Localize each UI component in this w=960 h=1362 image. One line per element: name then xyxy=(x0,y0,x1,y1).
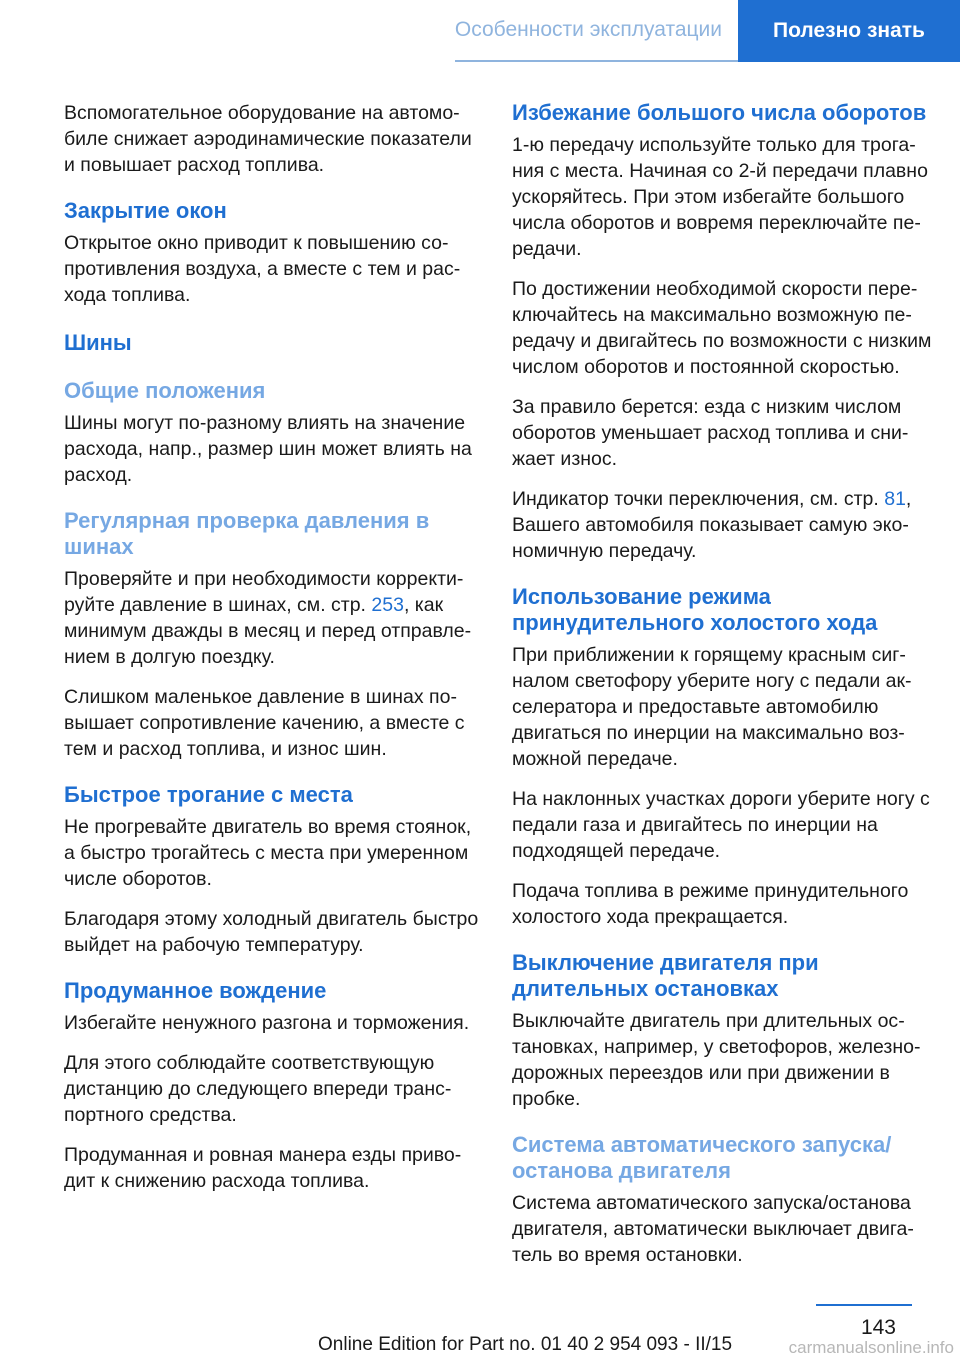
stop-heading: Выключение двигателя при длительных остановках xyxy=(512,950,819,1001)
watermark: carmanualsonline.info xyxy=(788,1338,954,1357)
coast-paragraph-3: Подача топлива в режиме принудительного холостого хода прекращается. xyxy=(512,880,909,928)
page-header xyxy=(0,0,960,62)
right-column xyxy=(512,100,932,1282)
auto-start-stop-paragraph: Система автоматического запуска/останова двигателя, автоматически выключает двигатель во время остановки. xyxy=(512,1192,914,1266)
windows-heading: Закрытие окон xyxy=(64,198,227,223)
general-heading: Общие положения xyxy=(64,378,266,403)
stop-paragraph: Выключайте двигатель при длительных остановках, например, у светофоров, железнодорожных переездов или при движении в пробке. xyxy=(512,1010,921,1110)
footer-divider xyxy=(816,1304,912,1306)
pressure-text-before: Проверяйте и при необходимости корректируйте давление в шинах, см. стр. xyxy=(64,568,464,616)
left-column xyxy=(64,100,484,1208)
pressure-paragraph-2: Слишком маленькое давление в шинах повышает сопротивление качению, а вместе с тем и расход топлива, и износ шин. xyxy=(64,686,465,760)
coast-paragraph-1: При приближении к горящему красным сигналом светофору уберите ногу с педали акселератора и предоставьте автомобилю двигаться по инерции на максимально возможной передаче. xyxy=(512,644,912,770)
windows-paragraph: Открытое окно приводит к повышению сопротивления воздуха, а вместе с тем и расхода топлива. xyxy=(64,232,461,306)
rpm-paragraph-3: За правило берется: езда с низким числом оборотов уменьшает расход топлива и снижает износ. xyxy=(512,396,909,470)
tab-useful-info[interactable]: Полезно знать xyxy=(738,0,960,62)
start-heading: Быстрое трогание с места xyxy=(64,782,353,807)
section-title: Особенности эксплуатации xyxy=(455,0,738,62)
driving-paragraph-1: Избегайте ненужного разгона и торможения. xyxy=(64,1012,470,1034)
driving-heading: Продуманное вождение xyxy=(64,978,327,1003)
page-number: 143 xyxy=(860,1316,896,1339)
page-link-253[interactable]: 253 xyxy=(371,594,404,616)
edition-note: Online Edition for Part no. 01 40 2 954 093 - II/15 xyxy=(318,1334,733,1355)
page-link-81[interactable]: 81 xyxy=(884,488,906,510)
pressure-paragraph xyxy=(64,566,484,670)
general-paragraph: Шины могут по-разному влиять на значение расхода, напр., размер шин может влиять на расход. xyxy=(64,412,472,486)
start-paragraph-2: Благодаря этому холодный двигатель быстро выйдет на рабочую температуру. xyxy=(64,908,479,956)
rpm-paragraph-2: По достижении необходимой скорости переключайтесь на максимально возможную передачу и двигайтесь по возможности с низким числом оборотов и постоянной скоростью. xyxy=(512,278,932,378)
start-paragraph-1: Не прогревайте двигатель во время стоянок, а быстро трогайтесь с места при умеренном числе оборотов. xyxy=(64,816,472,890)
rpm-text-before: Индикатор точки переключения, см. стр. xyxy=(512,488,885,510)
coast-heading: Использование режима принудительного холостого хода xyxy=(512,584,878,635)
driving-paragraph-2: Для этого соблюдайте соответствующую дистанцию до следующего впереди транспортного средства. xyxy=(64,1052,452,1126)
rpm-paragraph-4 xyxy=(512,486,932,564)
rpm-paragraph-1: 1-ю передачу используйте только для трогания с места. Начиная со 2-й передачи плавно ускоряйтесь. При этом избегайте большого числа оборотов и вовремя переключайте передачи. xyxy=(512,134,928,260)
driving-paragraph-3: Продуманная и ровная манера езды приводит к снижению расхода топлива. xyxy=(64,1144,462,1192)
intro-paragraph: Вспомогательное оборудование на автомобиле снижает аэродинамические показатели и повышает расход топлива. xyxy=(64,102,472,176)
pressure-heading: Регулярная проверка давления в шинах xyxy=(64,508,430,559)
coast-paragraph-2: На наклонных участках дороги уберите ногу с педали газа и двигайтесь по инерции на подходящей передаче. xyxy=(512,788,930,862)
rpm-text-after: , Вашего автомобиля показывает самую экономичную передачу. xyxy=(512,488,912,562)
rpm-heading: Избежание большого числа оборотов xyxy=(512,100,927,125)
tires-heading: Шины xyxy=(64,330,132,355)
auto-start-stop-heading: Система автоматического запуска/ останова двигателя xyxy=(512,1132,892,1183)
pressure-text-after: , как минимум дважды в месяц и перед отправлением в долгую поездку. xyxy=(64,594,472,668)
